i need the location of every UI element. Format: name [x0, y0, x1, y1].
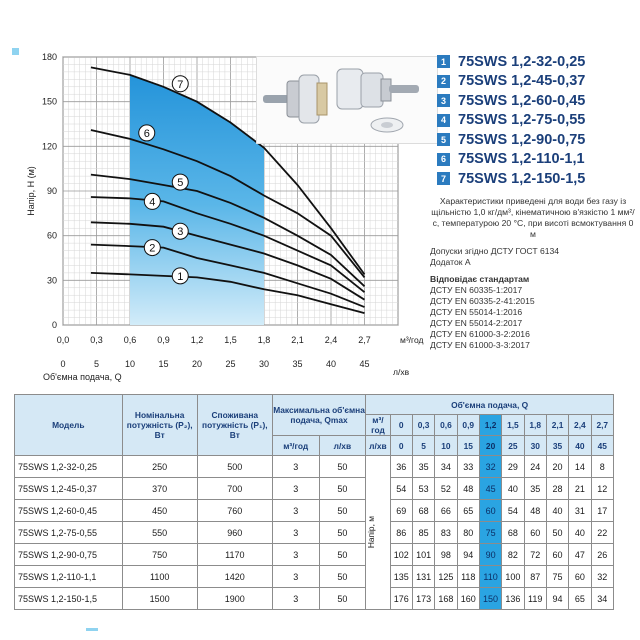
flow-lmin-header: 20 [479, 436, 501, 456]
head-value-cell: 100 [502, 566, 524, 588]
head-value-cell: 24 [524, 456, 546, 478]
head-value-cell: 40 [546, 500, 568, 522]
header-qmax: Максимальна об'ємна подача, Qmax [272, 395, 365, 436]
head-value-cell: 135 [390, 566, 412, 588]
x-tick-label-m3h: 0,6 [123, 335, 137, 345]
head-value-cell: 75 [546, 566, 568, 588]
legend-number: 2 [437, 75, 450, 88]
head-value-cell: 50 [546, 522, 568, 544]
head-value-cell: 20 [546, 456, 568, 478]
head-value-cell: 86 [390, 522, 412, 544]
head-value-cell: 98 [435, 544, 457, 566]
standards-title: Відповідає стандартам [430, 274, 530, 284]
head-value-cell: 102 [390, 544, 412, 566]
head-unit-label: Напір, м [366, 516, 377, 549]
header-flow: Об'ємна подача, Q [366, 395, 614, 415]
head-value-cell: 131 [412, 566, 434, 588]
x-tick-label-lmin: 30 [258, 359, 270, 369]
qmax-lmin-cell: 50 [319, 588, 366, 610]
head-value-cell: 28 [546, 478, 568, 500]
model-cell: 75SWS 1,2-150-1,5 [15, 588, 123, 610]
flow-m3h-header: 0,3 [412, 415, 434, 436]
model-legend [437, 52, 637, 189]
table-row [15, 456, 614, 478]
head-value-cell: 21 [569, 478, 591, 500]
flow-lmin-header: 25 [502, 436, 524, 456]
head-value-cell: 65 [457, 500, 479, 522]
flow-lmin-header: 45 [591, 436, 613, 456]
curve-label-text: 6 [143, 127, 150, 140]
qmax-lmin-cell: 50 [319, 456, 366, 478]
standard-item: ДСТУ EN 55014-2:2017 [430, 318, 523, 328]
head-value-cell: 82 [502, 544, 524, 566]
flow-m3h-header: 0,6 [435, 415, 457, 436]
flow-m3h-header: 0,9 [457, 415, 479, 436]
head-value-cell: 136 [502, 588, 524, 610]
head-value-cell: 48 [524, 500, 546, 522]
head-value-cell: 176 [390, 588, 412, 610]
qmax-lmin-cell: 50 [319, 522, 366, 544]
y-tick-label: 90 [46, 186, 57, 196]
y-tick-label: 30 [46, 275, 57, 286]
x-tick-label-m3h: 0,3 [90, 335, 103, 345]
qmax-unit-m3h: м³/год [272, 436, 319, 456]
flow-lmin-header: 15 [457, 436, 479, 456]
head-value-cell: 52 [435, 478, 457, 500]
standard-item: ДСТУ EN 55014-1:2016 [430, 307, 523, 317]
legend-label: 75SWS 1,2-150-1,5 [458, 170, 586, 187]
qmax-m3h-cell: 3 [272, 544, 319, 566]
head-value-cell: 85 [412, 522, 434, 544]
head-value-cell: 53 [412, 478, 434, 500]
qmax-m3h-cell: 3 [272, 478, 319, 500]
legend-number: 1 [437, 55, 450, 68]
flow-m3h-header: 1,5 [502, 415, 524, 436]
head-value-cell: 35 [412, 456, 434, 478]
model-cell: 75SWS 1,2-75-0,55 [15, 522, 123, 544]
curve-label-text: 2 [149, 242, 156, 255]
consumed-power-cell: 1900 [197, 588, 272, 610]
head-value-cell: 60 [479, 500, 501, 522]
head-value-cell: 36 [390, 456, 412, 478]
spec-table [14, 394, 614, 610]
y-tick-label: 150 [41, 96, 57, 107]
legend-item [437, 111, 637, 131]
x-tick-label-m3h: 1,5 [224, 335, 237, 345]
head-value-cell: 26 [591, 544, 613, 566]
curve-label-text: 3 [177, 226, 184, 239]
x-tick-label-m3h: 0,0 [56, 335, 70, 345]
qmax-m3h-cell: 3 [272, 588, 319, 610]
consumed-power-cell: 500 [197, 456, 272, 478]
head-value-cell: 150 [479, 588, 501, 610]
legend-item [437, 52, 637, 72]
standard-item: ДСТУ EN 60335-2-41:2015 [430, 296, 535, 306]
head-value-cell: 47 [569, 544, 591, 566]
curve-label-text: 1 [177, 270, 184, 283]
x-tick-label-lmin: 20 [191, 359, 203, 369]
legend-number: 6 [437, 153, 450, 166]
head-value-cell: 12 [591, 478, 613, 500]
head-value-cell: 60 [524, 522, 546, 544]
legend-number: 4 [437, 114, 450, 127]
model-cell: 75SWS 1,2-110-1,1 [15, 566, 123, 588]
standard-item: ДСТУ EN 61000-3-2:2016 [430, 329, 530, 339]
unit-m3h: м³/год [366, 415, 390, 436]
legend-label: 75SWS 1,2-90-0,75 [458, 131, 586, 148]
head-value-cell: 69 [390, 500, 412, 522]
legend-label: 75SWS 1,2-45-0,37 [458, 73, 586, 90]
head-value-cell: 14 [569, 456, 591, 478]
head-value-cell: 35 [524, 478, 546, 500]
head-value-cell: 168 [435, 588, 457, 610]
unit-lmin: л/хв [366, 436, 390, 456]
head-value-cell: 118 [457, 566, 479, 588]
x-tick-label-m3h: 1,2 [190, 335, 204, 345]
legend-number: 7 [437, 172, 450, 185]
qmax-lmin-cell: 50 [319, 478, 366, 500]
consumed-power-cell: 1420 [197, 566, 272, 588]
consumed-power-cell: 700 [197, 478, 272, 500]
y-tick-label: 0 [51, 320, 57, 330]
nominal-power-cell: 450 [122, 500, 197, 522]
consumed-power-cell: 1170 [197, 544, 272, 566]
characteristics-note: Характеристики приведені для води без газу із щільністю 1,0 кг/дм³, кінематичною в'язкістю 1 мм²/с, температурою 20 °C, при висоті всмоктування 0 м [431, 196, 635, 239]
curve-label-text: 4 [149, 196, 156, 209]
qmax-unit-lmin: л/хв [319, 436, 366, 456]
specification-notes [430, 196, 636, 351]
table-row [15, 522, 614, 544]
consumed-power-cell: 760 [197, 500, 272, 522]
head-value-cell: 33 [457, 456, 479, 478]
flow-lmin-header: 35 [546, 436, 568, 456]
flow-lmin-header: 10 [435, 436, 457, 456]
head-value-cell: 31 [569, 500, 591, 522]
model-cell: 75SWS 1,2-60-0,45 [15, 500, 123, 522]
nominal-power-cell: 250 [122, 456, 197, 478]
pump-product-photo [256, 56, 438, 144]
nominal-power-cell: 750 [122, 544, 197, 566]
head-value-cell: 40 [569, 522, 591, 544]
qmax-m3h-cell: 3 [272, 456, 319, 478]
legend-label: 75SWS 1,2-75-0,55 [458, 112, 586, 129]
header-nominal-power: Номінальна потужність (P₂), Вт [122, 395, 197, 456]
head-value-cell: 75 [479, 522, 501, 544]
head-value-cell: 68 [412, 500, 434, 522]
head-value-cell: 34 [435, 456, 457, 478]
head-value-cell: 32 [591, 566, 613, 588]
flow-m3h-header: 2,4 [569, 415, 591, 436]
model-cell: 75SWS 1,2-90-0,75 [15, 544, 123, 566]
head-value-cell: 101 [412, 544, 434, 566]
x-tick-label-m3h: 0,9 [157, 335, 170, 345]
x-tick-label-m3h: 2,1 [291, 335, 304, 345]
standard-item: ДСТУ EN 61000-3-3:2017 [430, 340, 530, 350]
table-row [15, 566, 614, 588]
y-tick-label: 180 [41, 52, 57, 62]
head-value-cell: 125 [435, 566, 457, 588]
head-value-cell: 60 [569, 566, 591, 588]
flow-m3h-header: 1,8 [524, 415, 546, 436]
curve-label-text: 7 [177, 78, 184, 91]
x-tick-label-lmin: 45 [359, 359, 370, 369]
flow-lmin-header: 5 [412, 436, 434, 456]
x-tick-label-lmin: 35 [292, 359, 303, 369]
x-tick-label-m3h: 2,7 [358, 335, 371, 345]
flow-lmin-header: 30 [524, 436, 546, 456]
legend-label: 75SWS 1,2-110-1,1 [458, 151, 585, 168]
head-value-cell: 29 [502, 456, 524, 478]
flow-lmin-header: 0 [390, 436, 412, 456]
qmax-m3h-cell: 3 [272, 500, 319, 522]
legend-number: 3 [437, 94, 450, 107]
x-axis-label: Об'ємна подача, Q [43, 372, 122, 382]
nominal-power-cell: 370 [122, 478, 197, 500]
legend-label: 75SWS 1,2-60-0,45 [458, 92, 586, 109]
nominal-power-cell: 1100 [122, 566, 197, 588]
y-axis-label: Напір, Н (м) [26, 166, 36, 216]
nominal-power-cell: 550 [122, 522, 197, 544]
qmax-lmin-cell: 50 [319, 544, 366, 566]
legend-label: 75SWS 1,2-32-0,25 [458, 53, 586, 70]
bottom-marker [86, 628, 98, 631]
pump-illustration [257, 57, 437, 143]
x-tick-label-lmin: 15 [158, 359, 169, 369]
x-unit-m3h: м³/год [400, 335, 424, 345]
head-value-cell: 72 [524, 544, 546, 566]
head-value-cell: 119 [524, 588, 546, 610]
x-tick-label-m3h: 1,8 [257, 335, 271, 345]
legend-item [437, 169, 637, 189]
standard-item: ДСТУ EN 60335-1:2017 [430, 285, 523, 295]
head-value-cell: 83 [435, 522, 457, 544]
head-value-cell: 65 [569, 588, 591, 610]
qmax-lmin-cell: 50 [319, 500, 366, 522]
flow-m3h-header: 2,7 [591, 415, 613, 436]
head-value-cell: 54 [390, 478, 412, 500]
head-unit-cell [366, 456, 390, 610]
flow-lmin-header: 40 [569, 436, 591, 456]
head-value-cell: 8 [591, 456, 613, 478]
table-row [15, 544, 614, 566]
head-value-cell: 45 [479, 478, 501, 500]
head-value-cell: 173 [412, 588, 434, 610]
table-row [15, 478, 614, 500]
head-value-cell: 94 [457, 544, 479, 566]
x-tick-label-lmin: 0 [60, 359, 66, 369]
head-value-cell: 80 [457, 522, 479, 544]
flow-m3h-header: 0 [390, 415, 412, 436]
head-value-cell: 48 [457, 478, 479, 500]
head-value-cell: 22 [591, 522, 613, 544]
x-unit-lmin: л/хв [393, 367, 410, 377]
consumed-power-cell: 960 [197, 522, 272, 544]
head-value-cell: 68 [502, 522, 524, 544]
curve-label-text: 5 [177, 177, 184, 190]
legend-item [437, 91, 637, 111]
x-tick-label-lmin: 25 [225, 359, 236, 369]
flow-m3h-header: 1,2 [479, 415, 501, 436]
legend-item [437, 130, 637, 150]
legend-item [437, 150, 637, 170]
x-tick-label-lmin: 40 [325, 359, 337, 369]
x-tick-label-m3h: 2,4 [324, 335, 338, 345]
flow-m3h-header: 2,1 [546, 415, 568, 436]
head-value-cell: 54 [502, 500, 524, 522]
y-tick-label: 120 [41, 141, 57, 152]
head-value-cell: 40 [502, 478, 524, 500]
head-value-cell: 87 [524, 566, 546, 588]
legend-number: 5 [437, 133, 450, 146]
x-tick-label-lmin: 5 [93, 359, 100, 369]
qmax-lmin-cell: 50 [319, 566, 366, 588]
head-value-cell: 60 [546, 544, 568, 566]
tolerance-appendix: Додаток А [430, 257, 471, 267]
head-value-cell: 34 [591, 588, 613, 610]
head-value-cell: 17 [591, 500, 613, 522]
legend-item [437, 72, 637, 92]
header-model: Модель [15, 395, 123, 456]
model-cell: 75SWS 1,2-45-0,37 [15, 478, 123, 500]
model-cell: 75SWS 1,2-32-0,25 [15, 456, 123, 478]
table-row [15, 588, 614, 610]
head-value-cell: 94 [546, 588, 568, 610]
qmax-m3h-cell: 3 [272, 522, 319, 544]
nominal-power-cell: 1500 [122, 588, 197, 610]
x-tick-label-lmin: 10 [124, 359, 136, 369]
header-consumed-power: Споживана потужність (P₁), Вт [197, 395, 272, 456]
head-value-cell: 90 [479, 544, 501, 566]
y-tick-label: 60 [46, 230, 57, 241]
head-value-cell: 160 [457, 588, 479, 610]
table-row [15, 500, 614, 522]
head-value-cell: 110 [479, 566, 501, 588]
qmax-m3h-cell: 3 [272, 566, 319, 588]
head-value-cell: 66 [435, 500, 457, 522]
tolerance-note: Допуски згідно ДСТУ ГОСТ 6134 [430, 246, 560, 256]
head-value-cell: 32 [479, 456, 501, 478]
